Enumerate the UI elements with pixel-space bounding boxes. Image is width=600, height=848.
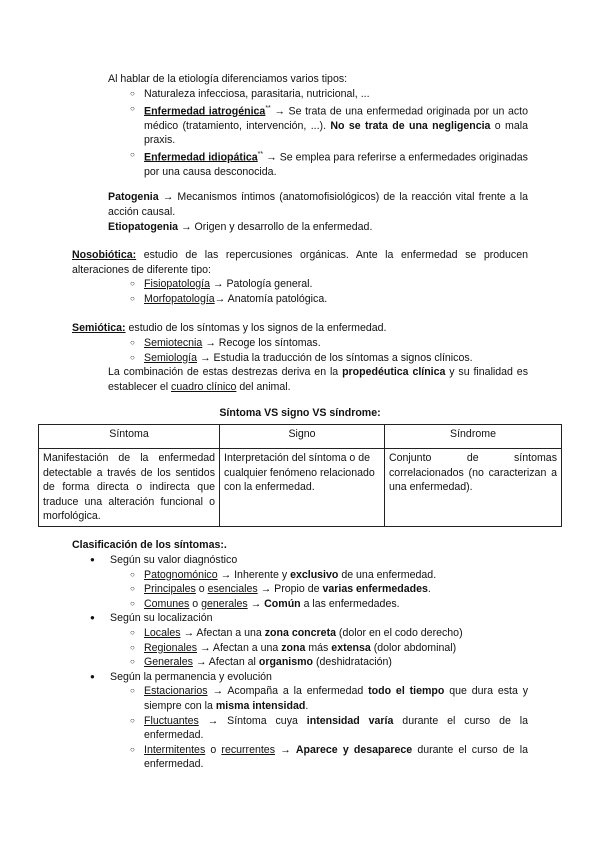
item-desc: Síntoma cuya — [218, 714, 307, 727]
item-desc: Afectan a una — [210, 641, 282, 654]
item-desc: Inherente y — [231, 568, 291, 581]
circle-bullet-icon: ○ — [130, 715, 135, 725]
etiology-list — [130, 87, 528, 180]
table-title: Síntoma VS signo VS síndrome: — [219, 407, 381, 419]
item-emphasis: todo el tiempo — [368, 685, 445, 698]
item-emphasis: zona — [281, 641, 306, 654]
arrow-icon: → — [260, 583, 272, 596]
dot-bullet-icon: ● — [90, 555, 95, 564]
arrow-icon: → — [214, 292, 226, 305]
list-item — [130, 582, 528, 597]
circle-bullet-icon: ○ — [130, 627, 135, 637]
item-desc: a las enfermedades. — [300, 597, 400, 610]
group-label: Según su valor diagnóstico — [110, 554, 238, 566]
list-item — [130, 641, 528, 656]
closing-emphasis: propedéutica clínica — [342, 366, 446, 378]
arrow-icon: → — [181, 221, 192, 233]
circle-bullet-icon: ○ — [130, 657, 135, 667]
item-term: recurrentes — [221, 743, 276, 756]
comparison-table — [38, 424, 562, 527]
item-emphasis: exclusivo — [290, 568, 339, 581]
circle-bullet-icon: ○ — [130, 642, 135, 652]
item-emphasis: intensidad varía — [306, 714, 394, 727]
item-term: Principales — [144, 583, 196, 596]
semiotica-term: Semiótica: — [72, 322, 126, 334]
group-item — [90, 670, 528, 772]
item-emphasis: Común — [264, 597, 301, 610]
list-item — [130, 743, 528, 772]
dot-bullet-icon: ● — [90, 671, 95, 681]
item-connector: o — [195, 583, 208, 596]
table-header: Signo — [220, 425, 385, 449]
circle-bullet-icon: ○ — [130, 338, 135, 347]
nosobiotica-term: Nosobiótica: — [72, 249, 137, 261]
item-term: Semiotecnia — [144, 337, 203, 349]
arrow-icon: → — [199, 351, 211, 364]
item-term: esenciales — [207, 583, 258, 596]
table-header: Síndrome — [385, 425, 562, 449]
item-desc: durante el curso de la enfermedad. — [144, 714, 528, 742]
item-desc: Propio de — [271, 583, 323, 596]
term-iatrogenica: Enfermedad iatrogénica — [144, 105, 266, 118]
item-term: Locales — [144, 626, 181, 639]
footnote-mark: ** — [257, 150, 264, 158]
patogenia-paragraph — [108, 190, 528, 219]
circle-bullet-icon: ○ — [130, 686, 135, 696]
circle-bullet-icon: ○ — [130, 744, 135, 754]
sub-list — [130, 684, 528, 772]
item-connector: o — [189, 597, 202, 610]
circle-bullet-icon: ○ — [130, 279, 135, 288]
patogenia-term: Patogenia — [108, 191, 159, 203]
term-emphasis: No se trata de una negligencia — [330, 119, 491, 132]
item-term: Intermitentes — [144, 743, 206, 756]
arrow-icon: → — [199, 641, 211, 654]
etiopatogenia-term: Etiopatogenia — [108, 221, 179, 233]
arrow-icon: → — [183, 626, 195, 639]
circle-bullet-icon: ○ — [130, 352, 135, 362]
item-term: Comunes — [144, 597, 190, 610]
etiopatogenia-desc: Origen y desarrollo de la enfermedad. — [194, 221, 373, 233]
arrow-icon: → — [274, 105, 285, 118]
arrow-icon: → — [250, 597, 262, 610]
closing-text: La combinación de estas destrezas deriva en la — [108, 366, 343, 378]
list-item — [130, 277, 528, 292]
item-term: Generales — [144, 656, 193, 669]
term-idiopatica: Enfermedad idiopática — [144, 151, 258, 164]
item-emphasis: organismo — [258, 656, 314, 669]
closing-text: del animal. — [236, 380, 291, 393]
item-desc: Afectan al — [206, 656, 259, 669]
circle-bullet-icon: ○ — [130, 293, 135, 303]
list-item — [130, 568, 528, 583]
patogenia-desc: Mecanismos íntimos (anatomofisiológicos) de la reacción vital frente a la acción causal. — [108, 191, 528, 218]
item-term: Patognomónico — [144, 568, 218, 581]
list-item — [130, 684, 528, 713]
arrow-icon: → — [207, 714, 219, 727]
item-term: Semiología — [144, 351, 197, 364]
item-desc: Acompaña a la enfermedad — [223, 685, 369, 698]
nosobiotica-desc: estudio de las repercusiones orgánicas. Ante la enfermedad se producen alteraciones de diferente tipo: — [72, 249, 528, 276]
footnote-mark: ** — [265, 104, 271, 112]
term-desc: Se trata de una enfermedad originada por un acto médico (tratamiento, intervención, ...). — [144, 105, 528, 132]
nosobiotica-paragraph — [72, 248, 528, 277]
list-item — [130, 87, 528, 102]
intro-text: Al hablar de la etiología diferenciamos varios tipos: — [108, 73, 348, 85]
circle-bullet-icon: ○ — [130, 149, 135, 159]
arrow-icon: → — [195, 656, 207, 669]
table-cell: Conjunto de síntomas correlacionados (no caracterizan a una enfermedad). — [385, 449, 562, 527]
circle-bullet-icon: ○ — [130, 569, 135, 579]
arrow-icon: → — [212, 278, 224, 290]
list-item — [130, 292, 528, 307]
classification-list — [90, 553, 528, 772]
item-term: Morfopatología — [144, 292, 215, 305]
group-label: Según su localización — [110, 612, 213, 625]
item-desc: Anatomía patológica. — [227, 292, 328, 305]
item-desc: . — [305, 699, 309, 712]
item-emphasis: extensa — [331, 641, 371, 654]
nosobiotica-list — [130, 277, 528, 306]
item-desc: durante el curso de la enfermedad. — [144, 743, 528, 771]
list-item — [130, 655, 528, 670]
item-emphasis: zona concreta — [264, 626, 336, 639]
term-desc: Se emplea para referirse a enfermedades originadas por una causa desconocida. — [144, 151, 528, 179]
group-item — [90, 611, 528, 669]
table-row — [39, 449, 562, 527]
item-desc: que dura esta y siempre con la — [144, 685, 529, 712]
arrow-icon: → — [280, 743, 291, 756]
item-term: Estacionarios — [144, 685, 208, 698]
item-emphasis: misma intensidad — [215, 699, 306, 712]
circle-bullet-icon: ○ — [130, 598, 135, 608]
etiopatogenia-paragraph — [108, 220, 372, 235]
item-desc: (dolor abdominal) — [370, 641, 457, 654]
closing-text: y su finalidad es establecer el — [108, 366, 528, 393]
arrow-icon: → — [212, 685, 224, 698]
arrow-icon: → — [205, 337, 216, 349]
table-cell: Interpretación del síntoma o de cualquier fenómeno relacionado con la enfermedad. — [220, 449, 385, 527]
circle-bullet-icon: ○ — [130, 89, 135, 98]
semiotica-paragraph — [72, 321, 386, 336]
arrow-icon: → — [220, 568, 232, 581]
sub-list — [130, 568, 528, 612]
classification-title: Clasificación de los síntomas:. — [72, 539, 227, 551]
item-desc: Afectan a una — [194, 626, 265, 639]
semiotica-desc: estudio de los síntomas y los signos de la enfermedad. — [125, 322, 387, 334]
item-desc: Recoge los síntomas. — [218, 337, 321, 349]
table-header: Síntoma — [39, 425, 220, 449]
item-desc: más — [305, 641, 332, 654]
group-label: Según la permanencia y evolución — [110, 670, 272, 683]
item-desc: (deshidratación) — [313, 656, 392, 669]
item-desc: Estudia la traducción de los síntomas a signos clínicos. — [213, 351, 473, 364]
list-item — [130, 351, 528, 366]
item-term: Fisiopatología — [144, 278, 210, 290]
item-desc: . — [427, 583, 431, 596]
item-term: Regionales — [144, 641, 198, 654]
list-item-text: Naturaleza infecciosa, parasitaria, nutricional, ... — [144, 88, 370, 100]
sub-list — [130, 626, 528, 670]
item-emphasis: varias enfermedades — [322, 583, 428, 596]
table-header-row — [39, 425, 562, 449]
list-item — [130, 336, 528, 351]
list-item — [130, 714, 528, 743]
list-item — [130, 597, 528, 612]
dot-bullet-icon: ● — [90, 613, 95, 623]
list-item — [130, 102, 528, 148]
circle-bullet-icon: ○ — [130, 584, 135, 594]
item-connector: o — [205, 743, 222, 756]
item-emphasis: Aparece y desaparece — [295, 743, 413, 756]
item-term: Fluctuantes — [144, 714, 199, 727]
table-cell: Manifestación de la enfermedad detectable a través de los sentidos de forma directa o indirecta que traduce una alteración funcional o morfológica. — [39, 449, 220, 527]
group-item — [90, 553, 528, 611]
circle-bullet-icon: ○ — [130, 103, 135, 113]
semiotica-list — [130, 336, 528, 365]
closing-underlined: cuadro clínico — [171, 380, 237, 393]
item-desc: de una enfermedad. — [338, 568, 437, 581]
item-term: generales — [201, 597, 248, 610]
list-item — [130, 626, 528, 641]
item-desc: Patología general. — [226, 278, 313, 290]
item-desc: (dolor en el codo derecho) — [335, 626, 463, 639]
arrow-icon: → — [162, 191, 174, 203]
list-item — [130, 148, 528, 180]
term-desc-tail: o mala praxis. — [144, 119, 528, 147]
arrow-icon: → — [266, 151, 277, 164]
semiotica-closing — [108, 365, 528, 394]
